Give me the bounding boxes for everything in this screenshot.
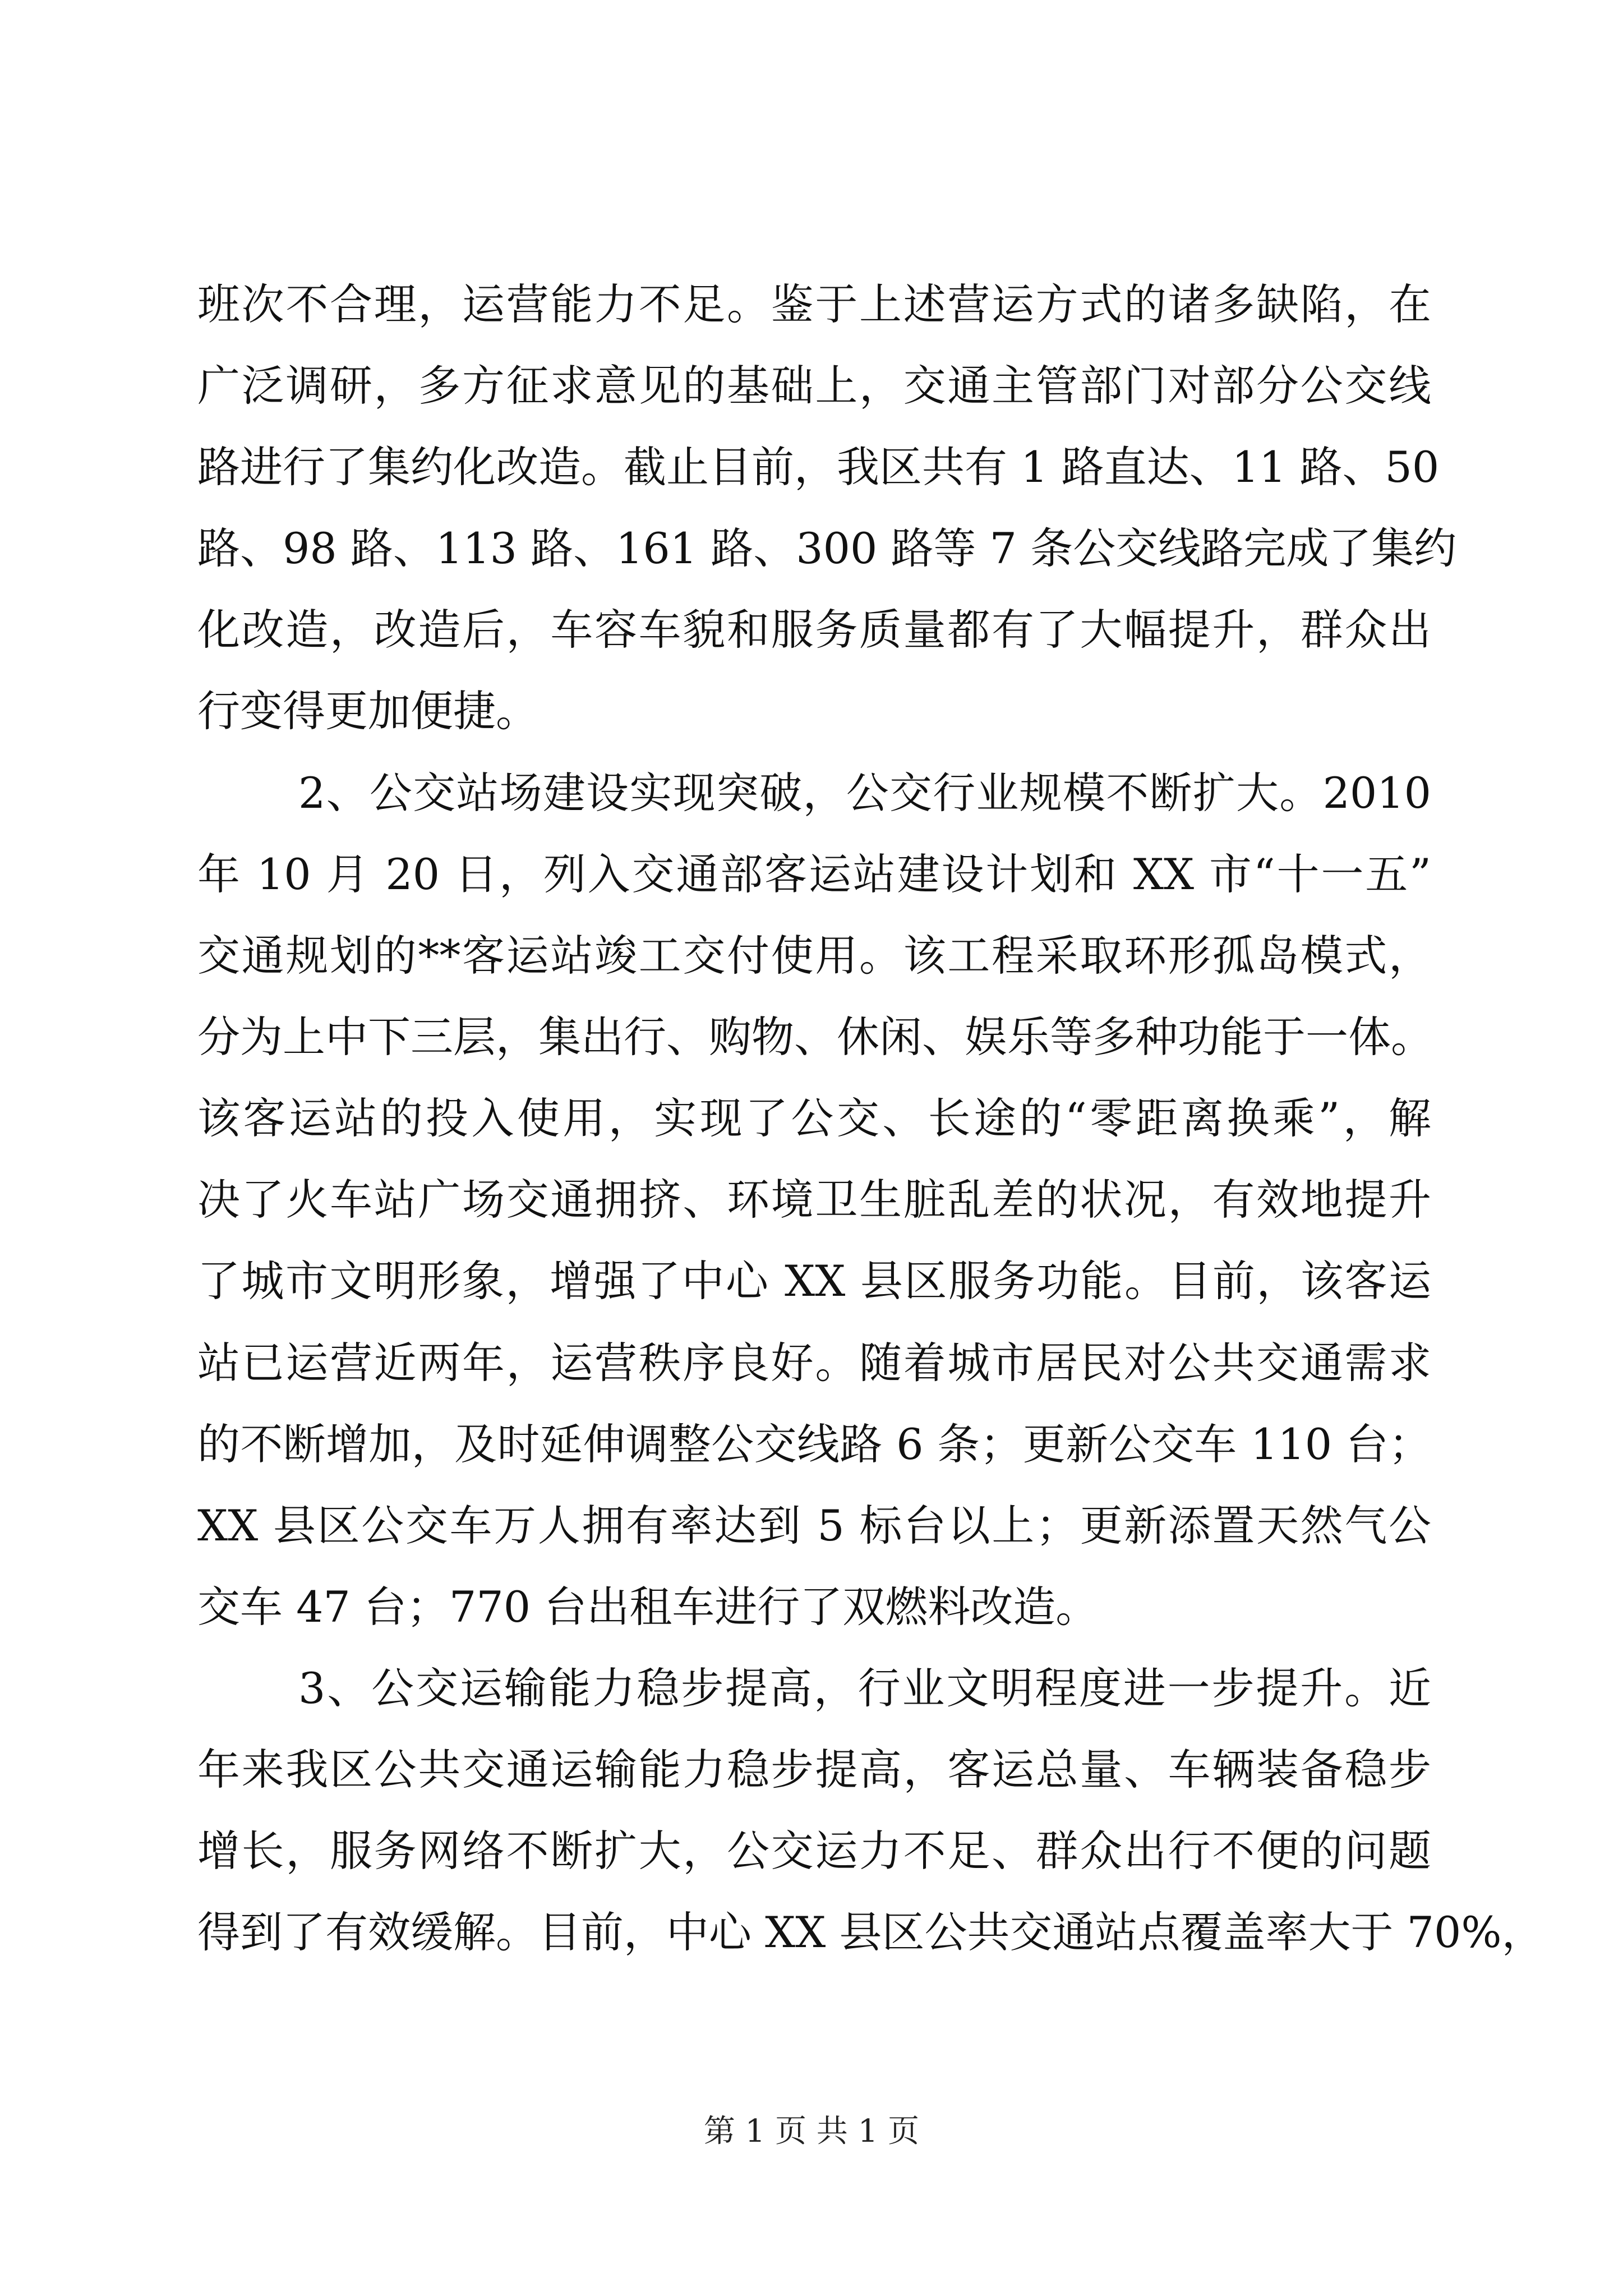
paragraph-heading-line: 3、公交运输能力稳步提高，行业文明程度进一步提升。近 — [298, 1663, 1431, 1713]
body-text-line: 交车 47 台；770 台出租车进行了双燃料改造。 — [197, 1582, 1099, 1632]
body-text-line: 广泛调研，多方征求意见的基础上，交通主管部门对部分公交线 — [197, 361, 1431, 411]
body-text-line: 了城市文明形象，增强了中心 XX 县区服务功能。目前，该客运 — [197, 1256, 1431, 1306]
body-text-line: 增长，服务网络不断扩大，公交运力不足、群众出行不便的问题 — [197, 1826, 1431, 1876]
body-text-line: 得到了有效缓解。目前，中心 XX 县区公共交通站点覆盖率大于 70%， — [197, 1907, 1544, 1957]
page-footer: 第 1 页 共 1 页 — [703, 2113, 920, 2150]
body-text-line: 站已运营近两年，运营秩序良好。随着城市居民对公共交通需求 — [197, 1338, 1431, 1388]
body-text-line: 年 10 月 20 日，列入交通部客运站建设计划和 XX 市“十一五” — [197, 849, 1431, 899]
body-text-line: 年来我区公共交通运输能力稳步提高，客运总量、车辆装备稳步 — [197, 1745, 1431, 1795]
body-text-line: 分为上中下三层，集出行、购物、休闲、娱乐等多种功能于一体。 — [197, 1012, 1433, 1062]
body-text-line: 路、98 路、113 路、161 路、300 路等 7 条公交线路完成了集约 — [197, 523, 1457, 573]
body-text-line: 决了火车站广场交通拥挤、环境卫生脏乱差的状况，有效地提升 — [197, 1175, 1431, 1225]
paragraph-heading-line: 2、公交站场建设实现突破，公交行业规模不断扩大。2010 — [298, 768, 1431, 818]
body-text-line: 的不断增加，及时延伸调整公交线路 6 条；更新公交车 110 台； — [197, 1419, 1431, 1469]
body-text-line: 交通规划的**客运站竣工交付使用。该工程采取环形孤岛模式， — [197, 931, 1431, 981]
body-text-line: 班次不合理，运营能力不足。鉴于上述营运方式的诸多缺陷，在 — [197, 279, 1431, 329]
body-text-line: 行变得更加便捷。 — [197, 686, 538, 736]
body-text-line: 化改造，改造后，车容车貌和服务质量都有了大幅提升，群众出 — [197, 605, 1431, 655]
body-text-line: 该客运站的投入使用，实现了公交、长途的“零距离换乘”，解 — [197, 1093, 1431, 1143]
body-text-line: 路进行了集约化改造。截止目前，我区共有 1 路直达、11 路、50 — [197, 442, 1440, 492]
body-text-line: XX 县区公交车万人拥有率达到 5 标台以上；更新添置天然气公 — [197, 1501, 1431, 1550]
